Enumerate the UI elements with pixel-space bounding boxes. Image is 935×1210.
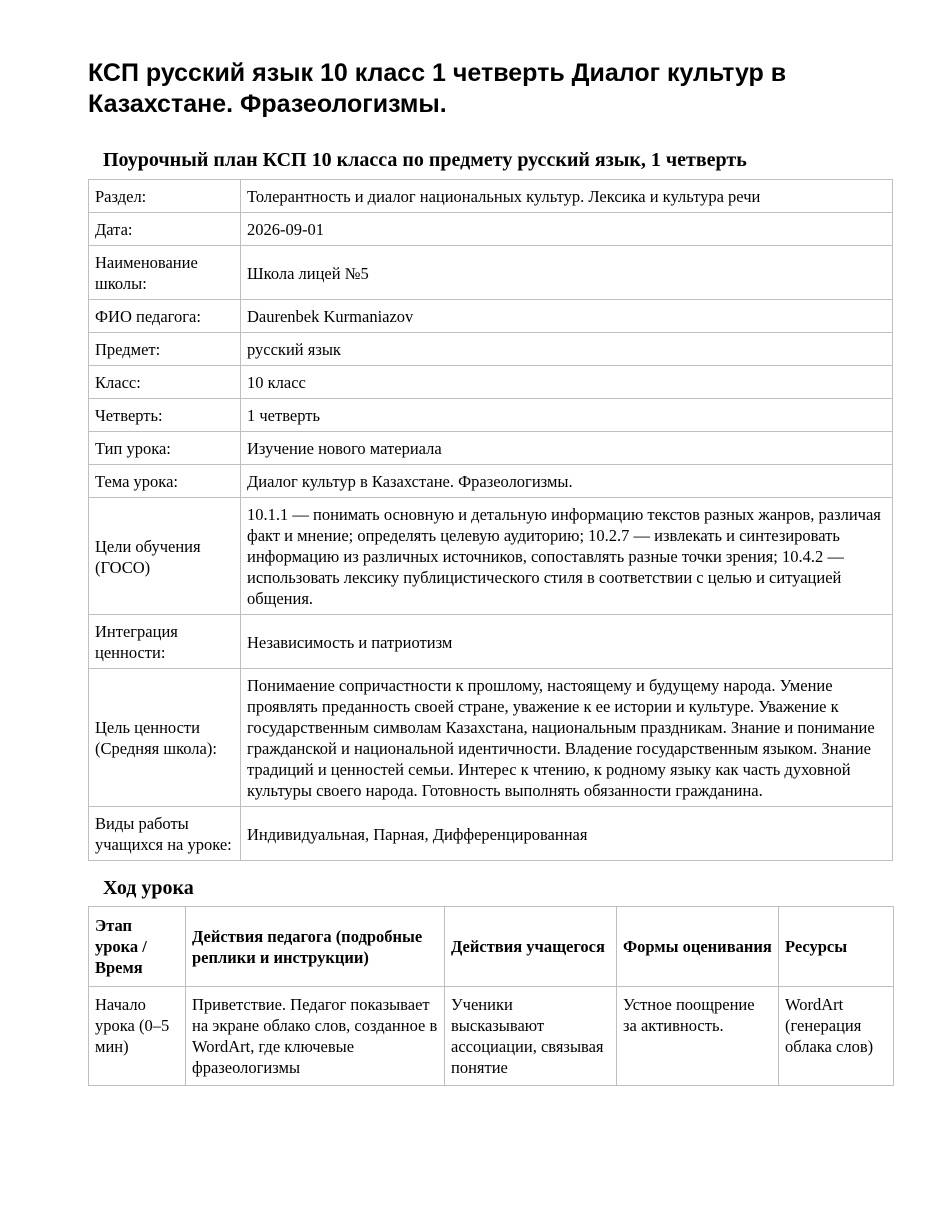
- student-actions-cell: [445, 987, 617, 1086]
- column-header-resources: Ресурсы: [779, 907, 894, 987]
- row-value: 2026-09-01: [241, 213, 893, 246]
- teacher-actions-cell: [186, 987, 445, 1086]
- row-value: Daurenbek Kurmaniazov: [241, 300, 893, 333]
- table-row: [89, 615, 893, 669]
- assessment-cell: [617, 987, 779, 1086]
- table-header-row: [89, 907, 894, 987]
- row-value: Индивидуальная, Парная, Дифференцированная: [241, 807, 893, 861]
- document-page: [88, 58, 893, 1086]
- stage-text: Начало урока (0–5 мин): [95, 995, 170, 1056]
- column-header-stage: Этап урока / Время: [89, 907, 186, 987]
- table-row: [89, 300, 893, 333]
- row-label: Виды работы учащихся на уроке:: [89, 807, 241, 861]
- row-label: Цели обучения (ГОСО): [89, 498, 241, 615]
- row-value: Независимость и патриотизм: [241, 615, 893, 669]
- table-row: [89, 180, 893, 213]
- lesson-info-table: [88, 179, 893, 861]
- row-value: Изучение нового материала: [241, 432, 893, 465]
- row-value: 10 класс: [241, 366, 893, 399]
- column-header-teacher-actions: Действия педагога (подробные реплики и инструкции): [186, 907, 445, 987]
- row-label: Тип урока:: [89, 432, 241, 465]
- row-value: Диалог культур в Казахстане. Фразеологизмы.: [241, 465, 893, 498]
- row-value: Толерантность и диалог национальных культур. Лексика и культура речи: [241, 180, 893, 213]
- row-label: Класс:: [89, 366, 241, 399]
- table-row: [89, 432, 893, 465]
- stage-cell: [89, 987, 186, 1086]
- row-label: Раздел:: [89, 180, 241, 213]
- row-label: Цель ценности (Средняя школа):: [89, 669, 241, 807]
- resources-cell: [779, 987, 894, 1086]
- row-label: Наименование школы:: [89, 246, 241, 300]
- row-label: Четверть:: [89, 399, 241, 432]
- plan-heading: Поурочный план КСП 10 класса по предмету русский язык, 1 четверть: [103, 149, 747, 171]
- row-label: Дата:: [89, 213, 241, 246]
- resources-text: WordArt (генерация облака слов): [785, 995, 874, 1056]
- table-row: [89, 213, 893, 246]
- row-value: 10.1.1 — понимать основную и детальную информацию текстов разных жанров, различая факт и мнение; определять целевую аудиторию; 10.2.7 — извлекать и синтезировать информацию из различных источников, сопоставлять разные точки зрения; 10.4.2 — использовать лексику публицистического стиля в соответствии с целью и ситуацией общения.: [241, 498, 893, 615]
- teacher-actions-text: Приветствие. Педагог показывает на экране облако слов, созданное в WordArt, где ключевые фразеологизмы: [192, 995, 438, 1077]
- row-label: Интеграция ценности:: [89, 615, 241, 669]
- document-title: КСП русский язык 10 класс 1 четверть Диалог культур в Казахстане. Фразеологизмы.: [88, 59, 787, 118]
- table-row: [89, 465, 893, 498]
- table-row: [89, 366, 893, 399]
- row-value: русский язык: [241, 333, 893, 366]
- column-header-student-actions: Действия учащегося: [445, 907, 617, 987]
- lesson-flow-table: [88, 906, 894, 1086]
- row-value: Школа лицей №5: [241, 246, 893, 300]
- row-value: 1 четверть: [241, 399, 893, 432]
- table-row: [89, 669, 893, 807]
- row-value: Понимаение сопричастности к прошлому, настоящему и будущему народа. Умение проявлять преданность своей стране, уважение к ее истории и культуре. Уважение к государственным символам Казахстана, национальным праздникам. Знание и понимание гражданской и национальной идентичности. Владение государственным языком. Знание традиций и ценностей семьи. Интерес к чтению, к родному языку как часть духовной культуры своего народа. Готовность выполнять обязанности гражданина.: [241, 669, 893, 807]
- column-header-assessment: Формы оценивания: [617, 907, 779, 987]
- table-row: [89, 399, 893, 432]
- student-actions-text: Ученики высказывают ассоциации, связывая понятие: [451, 995, 604, 1077]
- flow-heading: Ход урока: [103, 877, 194, 899]
- row-label: ФИО педагога:: [89, 300, 241, 333]
- table-row: [89, 246, 893, 300]
- table-row: [89, 498, 893, 615]
- row-label: Тема урока:: [89, 465, 241, 498]
- table-row: [89, 333, 893, 366]
- table-row: [89, 807, 893, 861]
- table-row: [89, 987, 894, 1086]
- row-label: Предмет:: [89, 333, 241, 366]
- assessment-text: Устное поощрение за активность.: [623, 995, 755, 1035]
